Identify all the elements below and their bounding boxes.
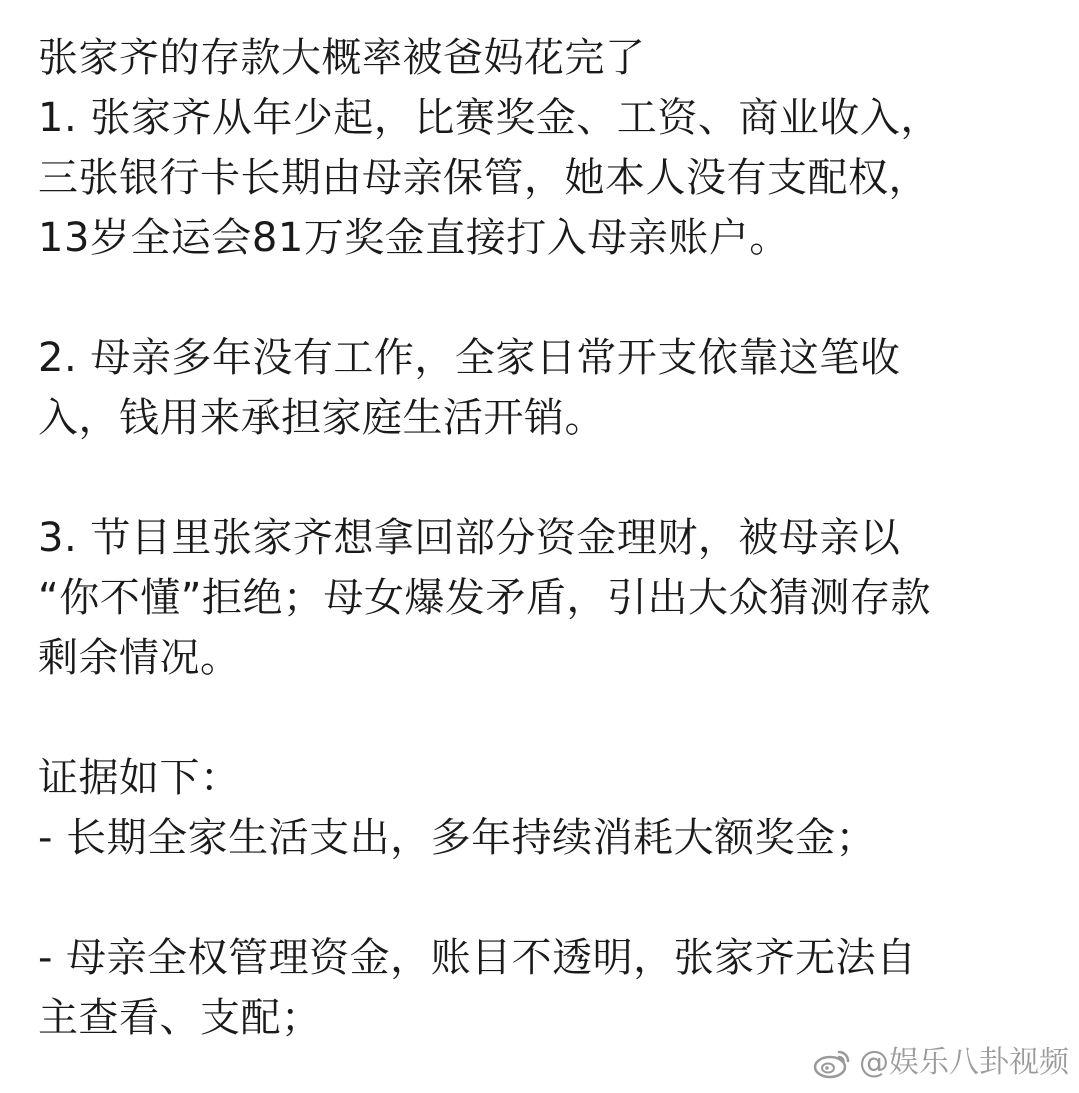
- document-body: [38, 28, 1058, 1048]
- point-3-line-1: 3. 节目里张家齐想拿回部分资金理财，被母亲以: [38, 515, 901, 561]
- point-1-line-2: 三张银行卡长期由母亲保管，她本人没有支配权，: [38, 155, 929, 201]
- point-3-line-3: 剩余情况。: [38, 635, 241, 681]
- watermark-text: @娱乐八卦视频: [859, 1045, 1069, 1080]
- point-3-line-2: “你不懂”拒绝；母女爆发矛盾，引出大众猜测存款: [38, 575, 931, 621]
- watermark: [813, 1045, 1069, 1081]
- point-2-line-1: 2. 母亲多年没有工作，全家日常开支依靠这笔收: [38, 335, 901, 381]
- point-2-line-2: 入，钱用来承担家庭生活开销。: [38, 395, 605, 441]
- weibo-icon: [813, 1046, 853, 1080]
- paragraph-gap: [38, 268, 1058, 328]
- point-1-line-1: 1. 张家齐从年少起，比赛奖金、工资、商业收入，: [38, 95, 941, 141]
- point-1-line-3: 13岁全运会81万奖金直接打入母亲账户。: [38, 215, 790, 261]
- paragraph-gap: [38, 868, 1058, 928]
- evidence-2-line-2: 主查看、支配；: [38, 995, 322, 1041]
- evidence-2-line-1: - 母亲全权管理资金，账目不透明，张家齐无法自: [38, 935, 917, 981]
- evidence-1-line-1: - 长期全家生活支出，多年持续消耗大额奖金；: [38, 815, 877, 861]
- document-title: 张家齐的存款大概率被爸妈花完了: [38, 35, 646, 81]
- paragraph-gap: [38, 448, 1058, 508]
- evidence-heading: 证据如下：: [38, 755, 241, 801]
- paragraph-gap: [38, 688, 1058, 748]
